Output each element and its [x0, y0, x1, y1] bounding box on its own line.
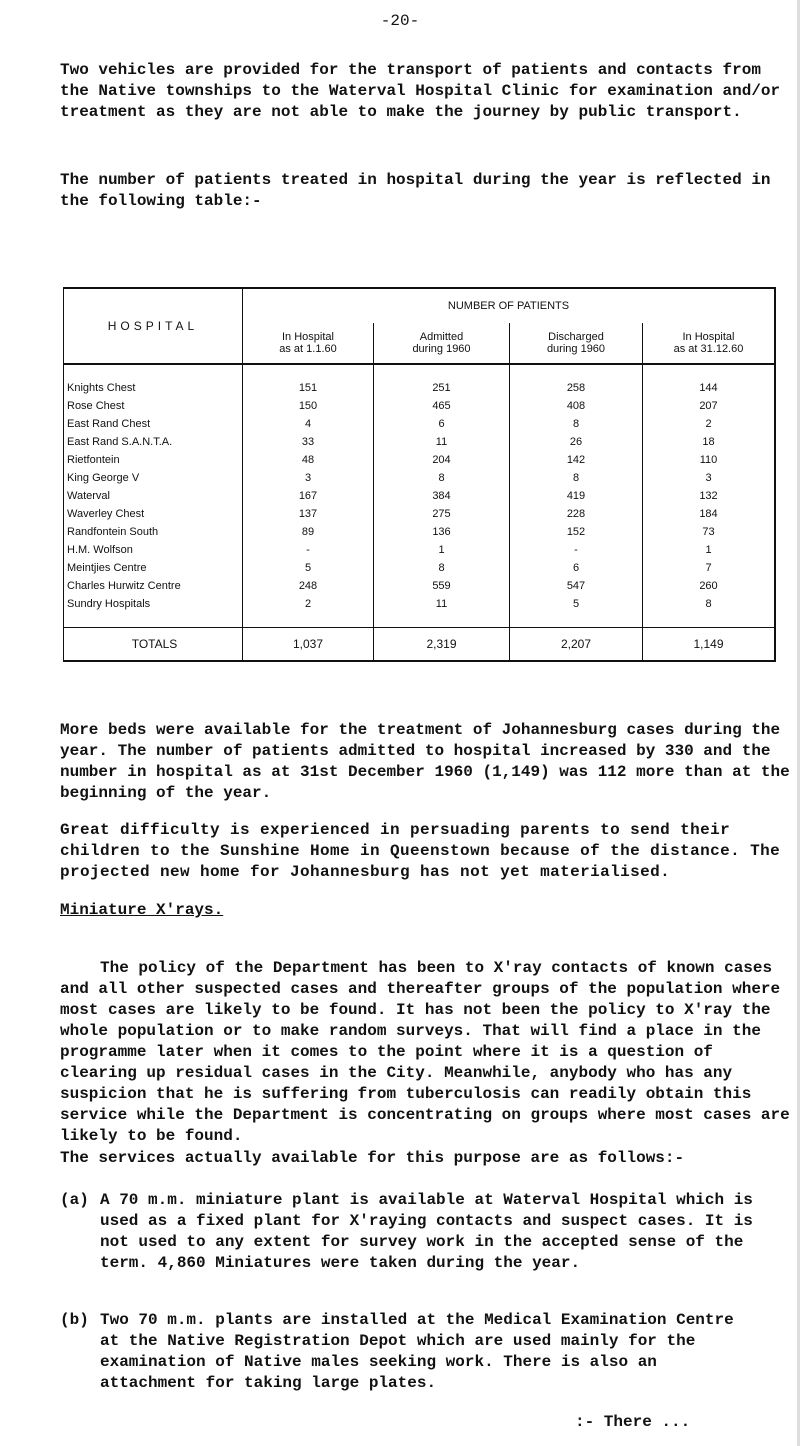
- value-cell: 6: [374, 415, 510, 433]
- hospital-name-cell: Meintjies Centre: [64, 559, 243, 577]
- section-heading-text: Miniature X'rays.: [60, 901, 224, 919]
- value-cell: 33: [243, 433, 374, 451]
- difficulty-paragraph: Great difficulty is experienced in persuading parents to send their children to the Sunshine Home in Queenstown because of the distance. The projected new home for Johannesburg has not yet materialised.: [60, 821, 781, 881]
- value-cell: 3: [643, 469, 776, 487]
- value-cell: 8: [510, 415, 643, 433]
- column-header-line1: In Hospital: [682, 331, 735, 343]
- value-cell: 1: [643, 541, 776, 559]
- value-cell: 207: [643, 397, 776, 415]
- value-cell: 248: [243, 577, 374, 595]
- hospital-name-cell: Rose Chest: [64, 397, 243, 415]
- value-cell: -: [243, 541, 374, 559]
- table-row: [64, 487, 776, 505]
- column-header-line2: during 1960: [412, 343, 471, 355]
- hospital-patients-table: [63, 287, 776, 662]
- table-row: [64, 379, 776, 397]
- column-header-line1: Admitted: [419, 331, 464, 343]
- item-text: A 70 m.m. miniature plant is available at Waterval Hospital which is used as a fixed plant for X'raying contacts and suspect cases. It is not used to any extent for survey work in the accepted sense of the term. 4,860 Miniatures were taken during the year.: [100, 1191, 753, 1272]
- policy-paragraph: The policy of the Department has been to X'ray contacts of known cases and all other suspected cases and thereafter groups of the population where most cases are likely to be found. It has not been the policy to X'ray the whole population or to make random surveys. That will find a place in the programme later when it comes to the point where it is a question of clearing up residual cases in the City. Meanwhile, anybody who has any suspicion that he is suffering from tuberculosis can readily obtain this service while the Department is concentrating on groups where most cases are likely to be found.: [60, 959, 790, 1145]
- table-row: [64, 397, 776, 415]
- value-cell: 26: [510, 433, 643, 451]
- value-cell: 142: [510, 451, 643, 469]
- value-cell: 2,319: [374, 628, 510, 662]
- value-cell: 384: [374, 487, 510, 505]
- value-cell: 152: [510, 523, 643, 541]
- value-cell: 228: [510, 505, 643, 523]
- hospital-name-cell: H.M. Wolfson: [64, 541, 243, 559]
- column-header-discharged: [510, 323, 643, 364]
- value-cell: 73: [643, 523, 776, 541]
- column-header-line1: In Hospital: [282, 331, 334, 343]
- value-cell: 3: [243, 469, 374, 487]
- services-paragraph: The services actually available for this purpose are as follows:-: [60, 1149, 685, 1167]
- hospital-column-header: HOSPITAL: [64, 288, 243, 364]
- value-cell: 1,149: [643, 628, 776, 662]
- table-row: [64, 415, 776, 433]
- hospital-name-cell: Knights Chest: [64, 379, 243, 397]
- column-header-line2: as at 1.1.60: [279, 343, 337, 355]
- table-body: [64, 364, 776, 661]
- value-cell: 89: [243, 523, 374, 541]
- table-row: [64, 523, 776, 541]
- value-cell: -: [510, 541, 643, 559]
- table-spacer-row: [64, 364, 776, 379]
- table-spacer-row: [64, 613, 776, 628]
- value-cell: 1,037: [243, 628, 374, 662]
- value-cell: 5: [510, 595, 643, 613]
- service-item-b: [60, 1310, 790, 1400]
- value-cell: 167: [243, 487, 374, 505]
- value-cell: 137: [243, 505, 374, 523]
- table-row: [64, 469, 776, 487]
- column-header-line2: during 1960: [546, 343, 606, 355]
- value-cell: 6: [510, 559, 643, 577]
- column-header-line2: as at 31.12.60: [673, 343, 744, 355]
- table-row: [64, 541, 776, 559]
- column-header-in-hospital-start: [243, 323, 374, 364]
- value-cell: 275: [374, 505, 510, 523]
- hospital-name-cell: Waterval: [64, 487, 243, 505]
- value-cell: 7: [643, 559, 776, 577]
- hospital-name-cell: Randfontein South: [64, 523, 243, 541]
- item-label: (a): [60, 1191, 89, 1209]
- value-cell: 260: [643, 577, 776, 595]
- value-cell: 1: [374, 541, 510, 559]
- hospital-name-cell: Waverley Chest: [64, 505, 243, 523]
- table-row: [64, 559, 776, 577]
- value-cell: 151: [243, 379, 374, 397]
- value-cell: 559: [374, 577, 510, 595]
- continuation-note: :- There ...: [575, 1413, 691, 1431]
- table-row: [64, 595, 776, 613]
- value-cell: 251: [374, 379, 510, 397]
- hospital-name-cell: King George V: [64, 469, 243, 487]
- beds-paragraph: More beds were available for the treatment of Johannesburg cases during the year. The number of patients admitted to hospital increased by 330 and the number in hospital as at 31st December 1960 (1,149) was 112 more than at the beginning of the year.: [60, 721, 790, 802]
- intro-paragraph: Two vehicles are provided for the transport of patients and contacts from the Native townships to the Waterval Hospital Clinic for examination and/or treatment as they are not able to make the journey by public transport.: [60, 61, 781, 121]
- hospital-name-cell: Sundry Hospitals: [64, 595, 243, 613]
- value-cell: 465: [374, 397, 510, 415]
- section-heading: [60, 900, 223, 921]
- value-cell: 132: [643, 487, 776, 505]
- value-cell: 8: [643, 595, 776, 613]
- value-cell: 144: [643, 379, 776, 397]
- value-cell: 419: [510, 487, 643, 505]
- value-cell: 204: [374, 451, 510, 469]
- table-row: [64, 451, 776, 469]
- value-cell: 2: [243, 595, 374, 613]
- value-cell: 150: [243, 397, 374, 415]
- value-cell: 11: [374, 595, 510, 613]
- hospital-name-cell: Rietfontein: [64, 451, 243, 469]
- number-of-patients-header: NUMBER OF PATIENTS: [243, 288, 776, 323]
- value-cell: 110: [643, 451, 776, 469]
- value-cell: 547: [510, 577, 643, 595]
- totals-row: [64, 628, 776, 662]
- column-header-line1: Discharged: [548, 331, 604, 343]
- value-cell: 5: [243, 559, 374, 577]
- value-cell: 184: [643, 505, 776, 523]
- value-cell: 11: [374, 433, 510, 451]
- column-header-admitted: [374, 323, 510, 364]
- table-lead-paragraph: The number of patients treated in hospital during the year is reflected in the following table:-: [60, 171, 771, 210]
- hospital-name-cell: East Rand S.A.N.T.A.: [64, 433, 243, 451]
- value-cell: 8: [374, 469, 510, 487]
- value-cell: 8: [374, 559, 510, 577]
- column-header-in-hospital-end: [643, 323, 776, 364]
- hospital-name-cell: East Rand Chest: [64, 415, 243, 433]
- value-cell: 8: [510, 469, 643, 487]
- table-row: [64, 577, 776, 595]
- page-number: -20-: [380, 12, 420, 30]
- table-row: [64, 433, 776, 451]
- table-row: [64, 505, 776, 523]
- item-text: Two 70 m.m. plants are installed at the Medical Examination Centre at the Native Registration Depot which are used mainly for the examination of Native males seeking work. There is also an attachment for taking large plates.: [100, 1311, 734, 1392]
- service-item-a: [60, 1190, 790, 1295]
- value-cell: 136: [374, 523, 510, 541]
- value-cell: 2: [643, 415, 776, 433]
- totals-label: TOTALS: [64, 628, 243, 662]
- value-cell: 258: [510, 379, 643, 397]
- value-cell: 18: [643, 433, 776, 451]
- value-cell: 2,207: [510, 628, 643, 662]
- value-cell: 408: [510, 397, 643, 415]
- hospital-name-cell: Charles Hurwitz Centre: [64, 577, 243, 595]
- item-label: (b): [60, 1311, 89, 1329]
- value-cell: 4: [243, 415, 374, 433]
- value-cell: 48: [243, 451, 374, 469]
